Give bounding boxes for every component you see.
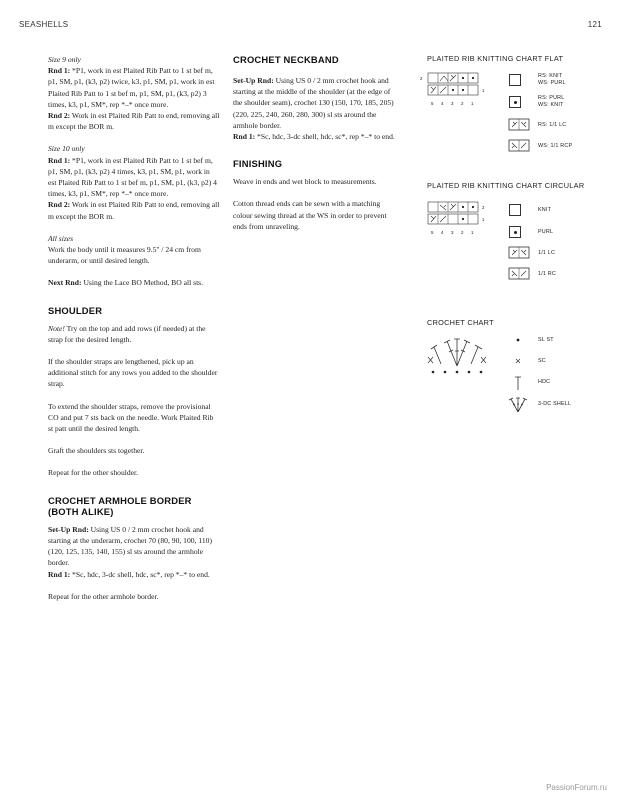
crochet-chart-diagram bbox=[425, 335, 495, 380]
neckband-instructions bbox=[233, 75, 401, 142]
flat-chart-title: PLAITED RIB KNITTING CHART FLAT bbox=[427, 54, 564, 63]
flat-legend-2-line2: WS: KNIT bbox=[538, 102, 564, 108]
flat-legend-1-line2: WS: PURL bbox=[538, 80, 566, 86]
size10-rnd1-label: Rnd 1: bbox=[48, 155, 71, 165]
shoulder-p4: Repeat for the other shoulder. bbox=[48, 468, 139, 478]
finishing-p1: Weave in ends and wet block to measurements. bbox=[233, 177, 377, 187]
finishing-p2: Cotton thread ends can be sewn with a matching colour sewing thread at the WS in order to prevent ends from unraveling. bbox=[233, 199, 387, 231]
shoulder-note-label: Note! bbox=[48, 323, 65, 333]
armhole-instructions bbox=[48, 524, 220, 580]
3dc-shell-icon bbox=[508, 396, 528, 414]
crochet-chart-title: CROCHET CHART bbox=[427, 318, 494, 327]
circ-legend-4: 1/1 RC bbox=[538, 271, 556, 277]
flat-legend-3: RS: 1/1 LC bbox=[538, 122, 567, 128]
armhole-rnd1-label: Rnd 1: bbox=[48, 569, 71, 579]
flat-col-label: 2 bbox=[461, 101, 464, 106]
flat-legend-1-line1: RS: KNIT bbox=[538, 73, 563, 79]
left-column bbox=[48, 54, 220, 613]
size10-rnd1-text: *P1, work in est Plaited Rib Patt to 1 st bef m, p1, SM, p1, (k3, p2) 4 times, k3, p1, SM, p1, work in est Plaited Rib Patt to 1 st bef m, p1, SM, p1, (k3, p2) 4 times, k3, p1, SM*, rep *–* once more. bbox=[48, 155, 217, 199]
size10-rnd2-text: Work in est Plaited Rib Patt to end, removing all m except the BOR m. bbox=[48, 200, 220, 221]
shoulder-heading: SHOULDER bbox=[48, 304, 103, 316]
purl-knit-dot-symbol bbox=[509, 96, 521, 108]
next-rnd-block bbox=[48, 277, 220, 288]
circular-chart-grid bbox=[420, 202, 500, 242]
knit-purl-symbol bbox=[509, 74, 521, 86]
armhole-repeat: Repeat for the other armhole border. bbox=[48, 591, 159, 601]
neckband-rnd1-text: *Sc, hdc, 3-dc shell, hdc, sc*, rep *–* to end. bbox=[255, 132, 395, 142]
flat-col-label: 3 bbox=[451, 101, 454, 106]
circ-legend-2: PURL bbox=[538, 229, 554, 235]
circ-col-labels bbox=[431, 230, 474, 235]
lc-cross-symbol-circular bbox=[509, 247, 531, 259]
circ-row-label-2: 2 bbox=[482, 205, 485, 210]
neckband-heading: CROCHET NECKBAND bbox=[233, 54, 339, 65]
circ-col-label: 3 bbox=[451, 230, 454, 235]
armhole-heading-line1: CROCHET ARMHOLE BORDER bbox=[48, 494, 192, 506]
flat-legend-2-line1: RS: PURL bbox=[538, 95, 565, 101]
size10-title: Size 10 only bbox=[48, 144, 85, 154]
crochet-legend-hdc: HDC bbox=[538, 379, 551, 385]
size9-rnd2-text: Work in est Plaited Rib Patt to end, removing all m except the BOR m. bbox=[48, 111, 220, 132]
circ-legend-3: 1/1 LC bbox=[538, 250, 556, 256]
circ-col-label: 1 bbox=[471, 230, 474, 235]
sl-st-dot-icon bbox=[514, 336, 522, 344]
shoulder-p3: Graft the shoulders sts together. bbox=[48, 446, 145, 456]
flat-col-label: 5 bbox=[431, 101, 434, 106]
flat-chart-row-1 bbox=[428, 85, 478, 95]
all-sizes-block bbox=[48, 233, 220, 267]
flat-legend-1 bbox=[538, 73, 566, 87]
hdc-t-icon bbox=[512, 375, 524, 391]
crochet-legend-slst: SL ST bbox=[538, 337, 554, 343]
armhole-setup-label: Set-Up Rnd: bbox=[48, 524, 89, 534]
shoulder-p2: To extend the shoulder straps, remove the provisional CO and put 7 sts back on the needle. Work Plaited Rib st patt until the desired length. bbox=[48, 401, 214, 434]
flat-col-labels bbox=[431, 101, 474, 106]
circ-col-label: 2 bbox=[461, 230, 464, 235]
rcp-cross-symbol bbox=[509, 140, 531, 152]
armhole-heading-line2: (BOTH ALIKE) bbox=[48, 505, 114, 517]
size10-block bbox=[48, 143, 220, 221]
flat-row-label-1: 1 bbox=[482, 88, 485, 93]
circ-col-label: 5 bbox=[431, 230, 434, 235]
neckband-setup-text: Using US 0 / 2 mm crochet hook and starting at the middle of the shoulder (at the edge of the shoulder seam), crochet 130 (150, 170, 185, 205) (220, 225, 240, 260, 280, 300) sl sts around the armhole border. bbox=[233, 76, 394, 130]
sc-x-icon bbox=[514, 357, 522, 365]
neckband-setup-label: Set-Up Rnd: bbox=[233, 76, 274, 85]
next-rnd-label: Next Rnd: bbox=[48, 278, 82, 288]
shoulder-p1: If the shoulder straps are lengthened, pick up an additional stitch for any rows you added to the shoulder strap. bbox=[48, 357, 218, 389]
size9-block bbox=[48, 54, 220, 132]
size10-rnd2-label: Rnd 2: bbox=[48, 200, 71, 210]
rc-cross-symbol bbox=[509, 268, 531, 280]
neckband-rnd1-label: Rnd 1: bbox=[233, 132, 256, 142]
flat-legend-2 bbox=[538, 95, 564, 109]
middle-column bbox=[233, 54, 401, 243]
size9-rnd1-text: *P1, work in est Plaited Rib Patt to 1 st bef m, p1, SM, p1, (k3, p2) twice, k3, p1, SM, p1, work in est Plaited Rib Patt to 1 st bef m, p1, SM, p1, (k3, p2) 3 times, k3, p1, SM*, rep *–* once more. bbox=[48, 66, 215, 109]
crochet-legend-sc: SC bbox=[538, 358, 546, 364]
circ-col-label: 4 bbox=[441, 230, 444, 235]
flat-chart-grid bbox=[420, 73, 500, 113]
size9-title: Size 9 only bbox=[48, 55, 81, 64]
flat-col-label: 4 bbox=[441, 101, 444, 106]
flat-row-label-2: 2 bbox=[420, 76, 423, 81]
knit-symbol bbox=[509, 204, 521, 216]
circular-chart-row-2 bbox=[428, 202, 478, 212]
circular-chart-title: PLAITED RIB KNITTING CHART CIRCULAR bbox=[427, 181, 585, 190]
shoulder-note-text: Try on the top and add rows (if needed) at the strap for the desired length. bbox=[48, 323, 206, 344]
all-sizes-text: Work the body until it measures 9.5" / 24 cm from underarm, or until desired length. bbox=[48, 245, 201, 266]
next-rnd-text: Using the Lace BO Method, BO all sts. bbox=[81, 278, 204, 288]
armhole-setup-text: Using US 0 / 2 mm crochet hook and starting at the underarm, crochet 70 (80, 90, 100, 110) (120, 125, 135, 140, 155) sl sts around the armhole border. bbox=[48, 524, 212, 568]
flat-col-label: 1 bbox=[471, 101, 474, 106]
finishing-heading: FINISHING bbox=[233, 158, 283, 170]
watermark: PassionForum.ru bbox=[546, 783, 607, 792]
size9-rnd1-label: Rnd 1: bbox=[48, 66, 71, 76]
size9-rnd2-label: Rnd 2: bbox=[48, 111, 71, 121]
page-number: 121 bbox=[587, 20, 602, 29]
circ-row-label-1: 1 bbox=[482, 217, 485, 222]
circular-chart-row-1 bbox=[428, 214, 478, 224]
running-header: SEASHELLS bbox=[19, 20, 69, 29]
flat-chart-row-2 bbox=[428, 73, 478, 83]
shoulder-note bbox=[48, 323, 220, 345]
armhole-heading bbox=[48, 495, 220, 517]
armhole-rnd1-text: *Sc, hdc, 3-dc shell, hdc, sc*, rep *–* to end. bbox=[70, 569, 210, 579]
flat-legend-4: WS: 1/1 RCP bbox=[538, 143, 573, 149]
crochet-legend-shell: 3-DC SHELL bbox=[538, 401, 572, 407]
all-sizes-title: All sizes bbox=[48, 233, 74, 243]
circ-legend-1: KNIT bbox=[538, 207, 552, 213]
purl-dot-symbol bbox=[509, 226, 521, 238]
lc-cross-symbol bbox=[509, 119, 531, 131]
